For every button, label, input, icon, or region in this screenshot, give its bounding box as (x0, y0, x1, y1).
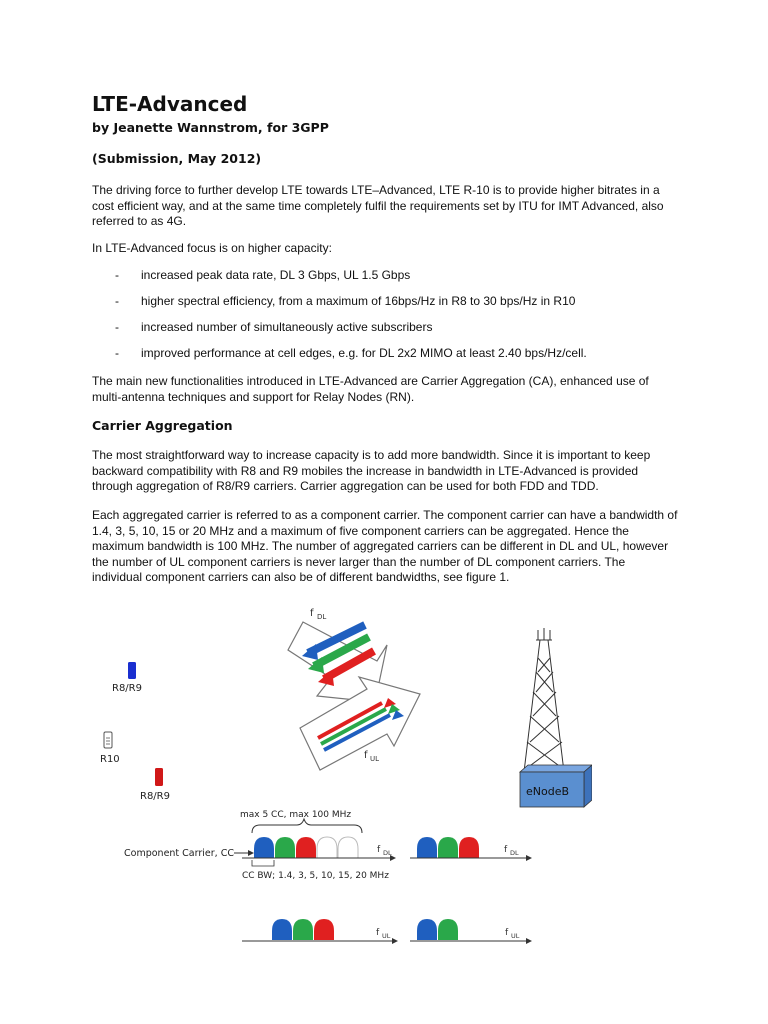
section-heading: Carrier Aggregation (92, 418, 233, 433)
max-cc-label: max 5 CC, max 100 MHz (240, 810, 352, 820)
bullet-marker: - (115, 346, 119, 360)
r10-phone-icon (104, 732, 112, 748)
label-r10: R10 (100, 754, 120, 765)
svg-text:DL: DL (510, 849, 519, 857)
ca-paragraph-1: The most straightforward way to increase capacity is to add more bandwidth. Since it is important to keep backward compatibility with R8 and R9 mobiles the increase in bandwidth in LTE-Advanced is provided through aggregation of R8/R9 carriers. Carrier aggregation can be used for both FDD and TDD. (92, 448, 651, 494)
bullet-text: increased peak data rate, DL 3 Gbps, UL 1.5 Gbps (141, 268, 411, 282)
bullet-text: increased number of simultaneously active subscribers (141, 320, 433, 334)
author-line: by Jeanette Wannstrom, for 3GPP (92, 120, 329, 135)
r8r9-phone-icon (128, 662, 136, 679)
submission-line: (Submission, May 2012) (92, 151, 262, 166)
label-r8r9-bottom: R8/R9 (140, 791, 170, 802)
intro-paragraph: The driving force to further develop LTE towards LTE–Advanced, LTE R-10 is to provide higher bitrates in a cost efficient way, and at the same time completely fulfil the requirements set by ITU for IMT Advanced, also referred to as 4G. (92, 183, 664, 229)
svg-text:f: f (504, 845, 508, 855)
svg-text:f: f (364, 750, 368, 761)
component-carrier-label: Component Carrier, CC (124, 848, 234, 859)
svg-text:f: f (376, 928, 380, 938)
cell-tower-icon (524, 628, 564, 772)
bullet-marker: - (115, 320, 119, 334)
enodeb-box (520, 765, 592, 807)
enodeb-label: eNodeB (526, 785, 570, 798)
bullet-marker: - (115, 294, 119, 308)
cc-row-ul-1 (242, 919, 398, 944)
cc-row-dl-2 (410, 837, 532, 861)
figure-1-carrier-aggregation (92, 600, 592, 960)
ca-paragraph-2: Each aggregated carrier is referred to as a component carrier. The component carrier can have a bandwidth of 1.4, 3, 5, 10, 15 or 20 MHz and a maximum of five component carriers can be aggregated. Hence the maximum bandwidth is 100 MHz. The number of aggregated carriers can be different in DL and UL, however the number of UL component carriers is never larger than the number of DL component carriers. The individual component carriers can also be of different bandwidths, see figure 1. (92, 508, 678, 585)
cc-row-ul-2 (410, 919, 532, 944)
bullet-text: improved performance at cell edges, e.g. for DL 2x2 MIMO at least 2.40 bps/Hz/cell. (141, 346, 587, 360)
svg-text:UL: UL (382, 932, 391, 940)
page-title: LTE-Advanced (92, 92, 248, 116)
svg-text:f: f (377, 845, 381, 855)
svg-text:f: f (505, 928, 509, 938)
svg-text:DL: DL (383, 849, 392, 857)
functionalities-paragraph: The main new functionalities introduced in LTE-Advanced are Carrier Aggregation (CA), enhanced use of multi-antenna techniques and support for Relay Nodes (RN). (92, 374, 649, 404)
svg-text:f: f (310, 608, 314, 619)
r8r9-red-phone-icon (155, 768, 163, 786)
focus-paragraph: In LTE-Advanced focus is on higher capacity: (92, 241, 332, 255)
svg-text:UL: UL (370, 755, 380, 763)
label-r8r9-top: R8/R9 (112, 683, 142, 694)
svg-text:UL: UL (511, 932, 520, 940)
cc-bw-label: CC BW; 1.4, 3, 5, 10, 15, 20 MHz (242, 871, 389, 881)
bullet-marker: - (115, 268, 119, 282)
bullet-text: higher spectral efficiency, from a maximum of 16bps/Hz in R8 to 30 bps/Hz in R10 (141, 294, 576, 308)
svg-text:DL: DL (317, 613, 327, 621)
cc-row-dl-1 (242, 837, 396, 861)
